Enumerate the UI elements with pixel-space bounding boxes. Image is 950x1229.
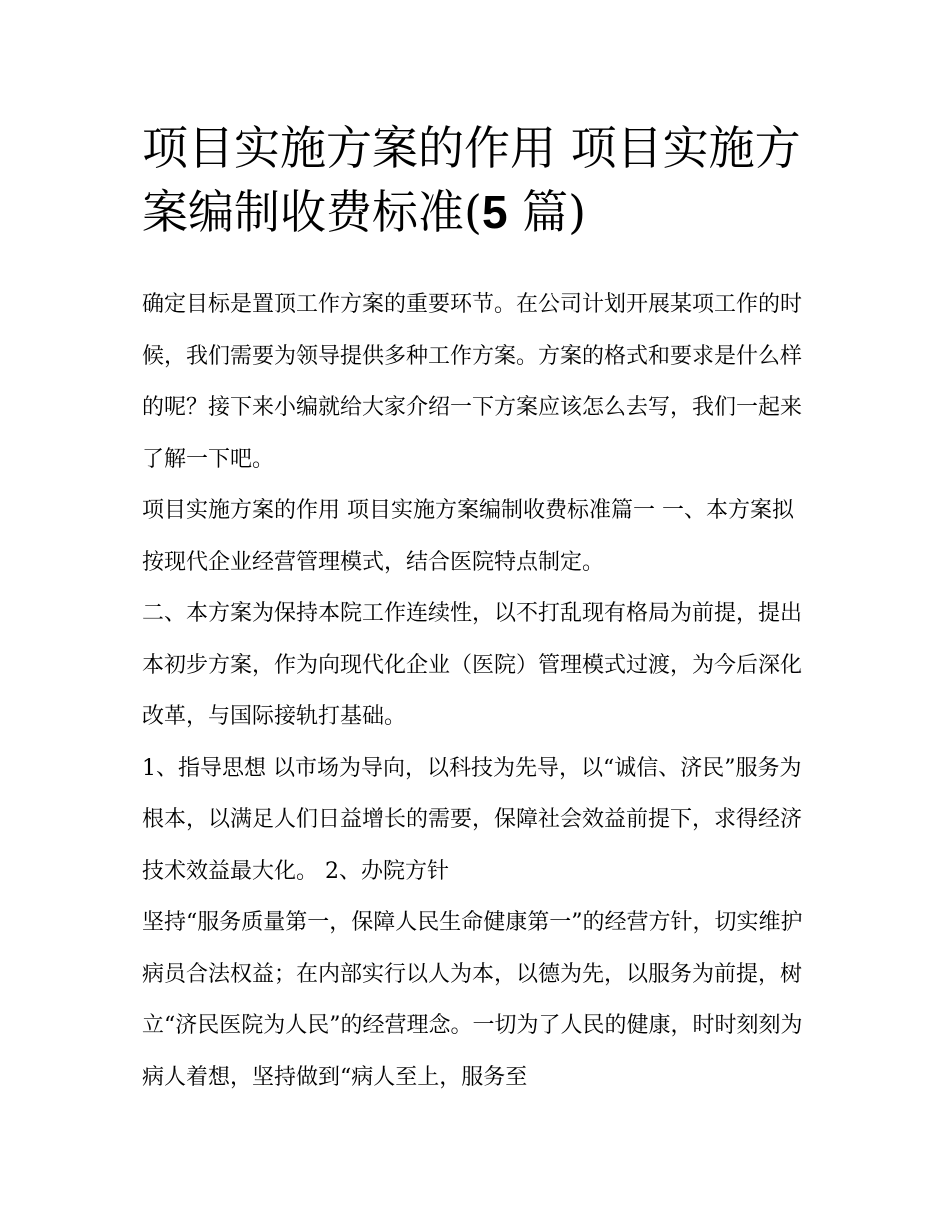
paragraph-guiding-idea: 1、指导思想 以市场为导向，以科技为先导，以“诚信、济民”服务为根本，以满足人们日益增长的需要，保障社会效益前提下，求得经济技术效益最大化。 2、办院方针 bbox=[142, 755, 803, 884]
title-number: 5 bbox=[481, 186, 508, 238]
paragraph-intro: 确定目标是置顶工作方案的重要环节。在公司计划开展某项工作的时候，我们需要为领导提供多种工作方案。方案的格式和要求是什么样的呢？接下来小编就给大家介绍一下方案应该怎么去写，我们一起来了解一下吧。 bbox=[142, 292, 803, 472]
document-body bbox=[142, 279, 814, 1103]
document-title bbox=[142, 116, 822, 244]
title-text-part2: 篇) bbox=[507, 185, 587, 239]
paragraph-section-2: 二、本方案为保持本院工作连续性，以不打乱现有格局为前提，提出本初步方案，作为向现代化企业（医院）管理模式过渡，为今后深化改革，与国际接轨打基础。 bbox=[142, 601, 803, 729]
title-text-part1: 项目实施方案的作用 项目实施方案编制收费标准( bbox=[142, 121, 801, 239]
paragraph-policy: 坚持“服务质量第一，保障人民生命健康第一”的经营方针，切实维护病员合法权益；在内部实行以人为本，以德为先，以服务为前提，树立“济民医院为人民”的经营理念。一切为了人民的健康，时时刻刻为病人着想，坚持做到“病人至上，服务至 bbox=[142, 910, 803, 1090]
paragraph-section-1: 项目实施方案的作用 项目实施方案编制收费标准篇一 一、本方案拟按现代企业经营管理模式，结合医院特点制定。 bbox=[142, 498, 794, 575]
